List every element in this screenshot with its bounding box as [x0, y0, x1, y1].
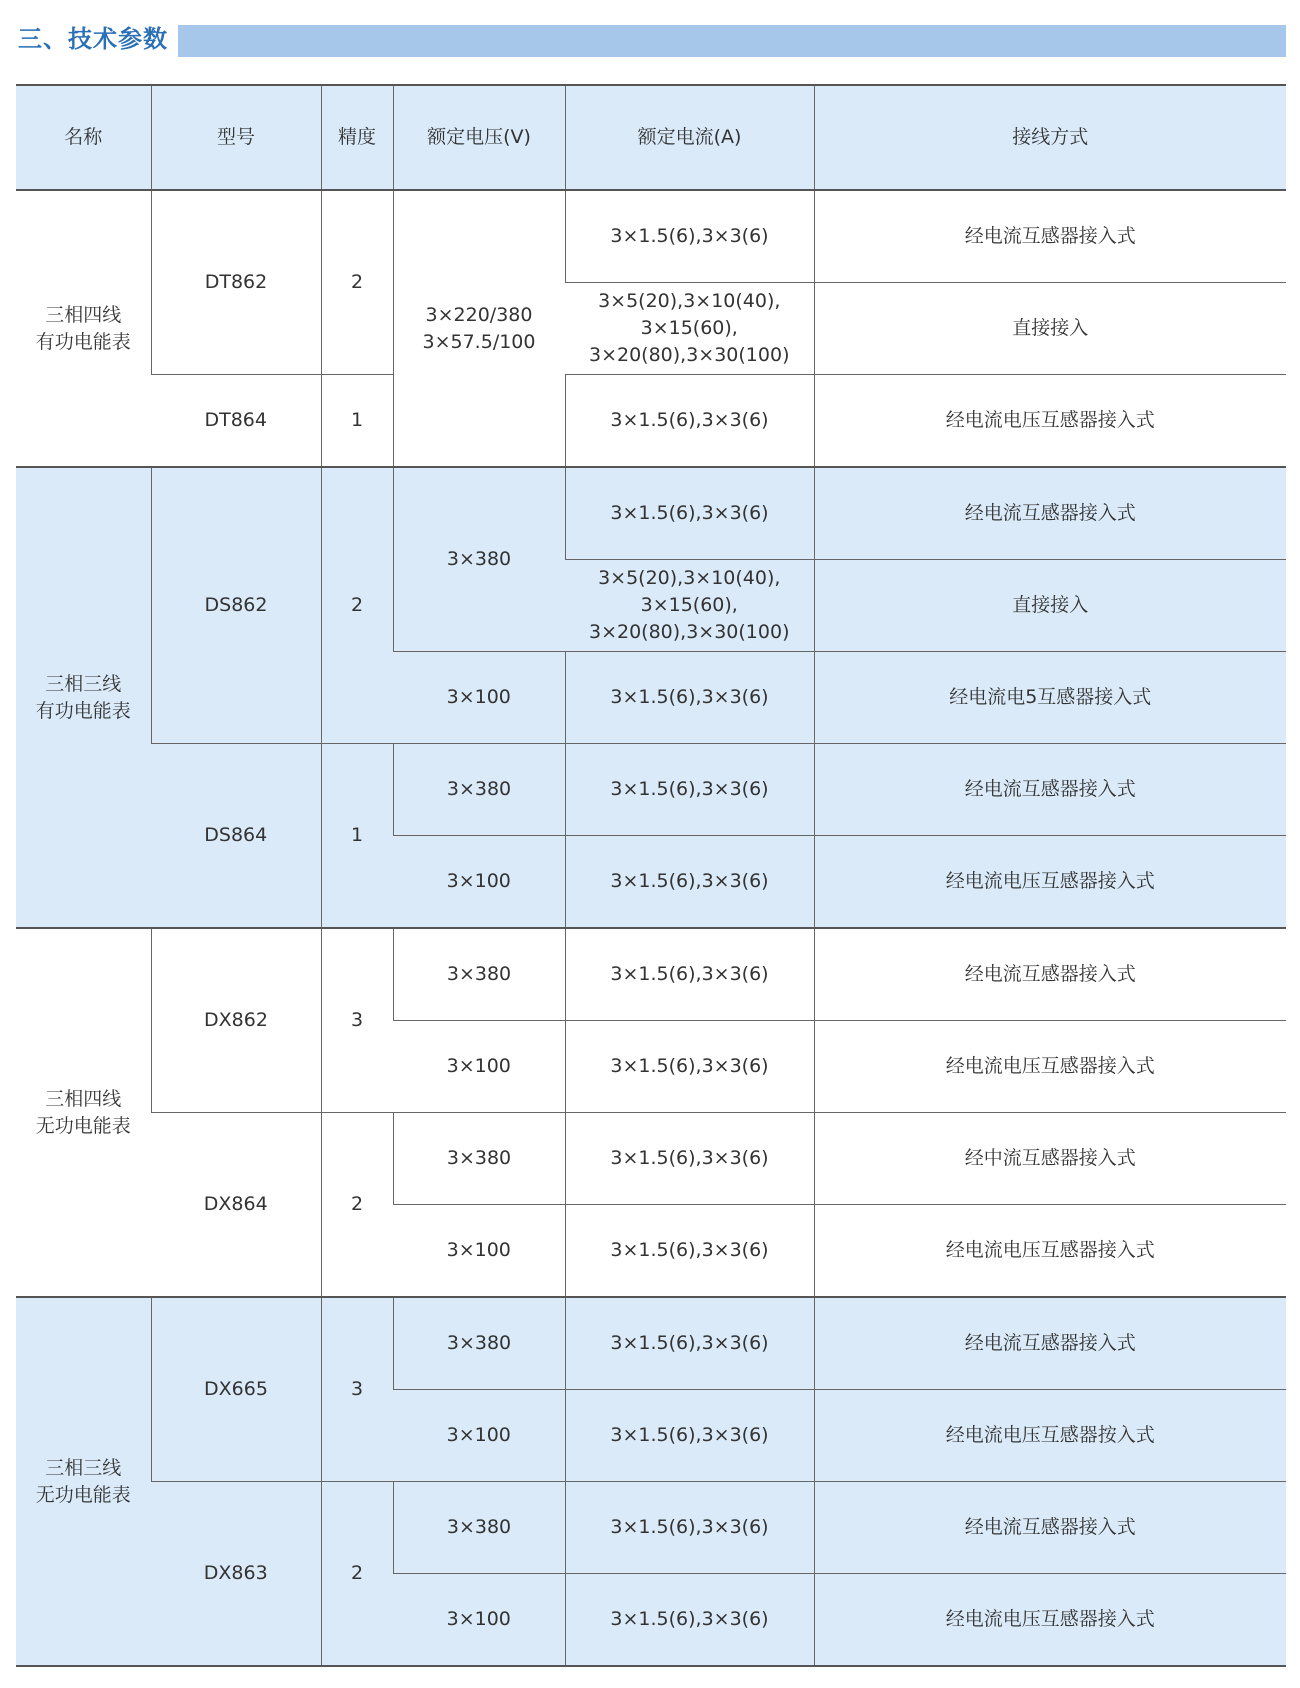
spec-table: [16, 84, 1286, 1667]
current-cell: 3×1.5(6),3×3(6): [565, 467, 814, 560]
meter-type-line: 三相三线: [45, 1456, 122, 1479]
accuracy-cell: 3: [321, 928, 393, 1113]
section-header: [18, 22, 1286, 56]
meter-group: [16, 467, 1286, 928]
wiring-cell: 经电流电压互感器接入式: [814, 375, 1286, 468]
voltage-cell: 3×100: [393, 1021, 565, 1113]
current-cell: 3×1.5(6),3×3(6): [565, 1297, 814, 1390]
header-name: 名称: [16, 85, 151, 190]
wiring-cell: 经电流电压互感器接入式: [814, 1205, 1286, 1298]
model-cell: DX863: [151, 1482, 321, 1667]
wiring-cell: 经电流电压互感器接入式: [814, 1021, 1286, 1113]
model-cell: DT864: [151, 375, 321, 468]
section-title-bar: [178, 25, 1286, 57]
voltage-cell: 3×380: [393, 1113, 565, 1205]
header-voltage: 额定电压(V): [393, 85, 565, 190]
section-title: 三、技术参数: [18, 25, 168, 53]
meter-type-line: 三相四线: [45, 303, 122, 326]
wiring-cell: 直接接入: [814, 283, 1286, 375]
wiring-cell: 经电流互感器接入式: [814, 928, 1286, 1021]
header-wiring: 接线方式: [814, 85, 1286, 190]
current-cell: 3×1.5(6),3×3(6): [565, 836, 814, 929]
current-cell: 3×1.5(6),3×3(6): [565, 1574, 814, 1667]
current-cell: 3×1.5(6),3×3(6): [565, 652, 814, 744]
wiring-cell: 经电流互感器接入式: [814, 467, 1286, 560]
wiring-cell: 经电流互感器接入式: [814, 1297, 1286, 1390]
accuracy-cell: 2: [321, 467, 393, 744]
current-cell: [565, 283, 814, 375]
model-cell: DX862: [151, 928, 321, 1113]
current-cell: 3×1.5(6),3×3(6): [565, 375, 814, 468]
meter-type-cell: [16, 190, 151, 467]
wiring-cell: 经中流互感器接入式: [814, 1113, 1286, 1205]
wiring-cell: 经电流互感器接入式: [814, 744, 1286, 836]
current-cell: 3×1.5(6),3×3(6): [565, 744, 814, 836]
current-cell: [565, 560, 814, 652]
current-line: 3×5(20),3×10(40),: [598, 290, 781, 312]
current-line: 3×15(60),: [640, 317, 738, 339]
voltage-cell: 3×100: [393, 1205, 565, 1298]
meter-type-line: 三相三线: [45, 672, 122, 695]
header-accuracy: 精度: [321, 85, 393, 190]
current-cell: 3×1.5(6),3×3(6): [565, 928, 814, 1021]
model-cell: DX864: [151, 1113, 321, 1298]
header-model: 型号: [151, 85, 321, 190]
model-cell: DS864: [151, 744, 321, 929]
current-line: 3×20(80),3×30(100): [588, 621, 790, 643]
accuracy-cell: 1: [321, 744, 393, 929]
model-cell: DT862: [151, 190, 321, 375]
table-row: [16, 1297, 1286, 1390]
current-cell: 3×1.5(6),3×3(6): [565, 1205, 814, 1298]
wiring-cell: 经电流互感器接入式: [814, 190, 1286, 283]
wiring-cell: 直接接入: [814, 560, 1286, 652]
current-cell: 3×1.5(6),3×3(6): [565, 1113, 814, 1205]
voltage-cell: 3×100: [393, 1390, 565, 1482]
meter-type-line: 有功电能表: [35, 699, 131, 722]
current-line: 3×5(20),3×10(40),: [598, 567, 781, 589]
current-cell: 3×1.5(6),3×3(6): [565, 1482, 814, 1574]
table-row: [16, 467, 1286, 560]
table-row: [16, 1482, 1286, 1574]
spec-table-header: [16, 85, 1286, 190]
voltage-cell: 3×100: [393, 836, 565, 929]
wiring-cell: 经电流电压互感器接入式: [814, 836, 1286, 929]
table-row: [16, 375, 1286, 468]
model-cell: DX665: [151, 1297, 321, 1482]
voltage-cell: 3×100: [393, 1574, 565, 1667]
current-cell: 3×1.5(6),3×3(6): [565, 1021, 814, 1113]
voltage-cell: 3×380: [393, 744, 565, 836]
current-cell: 3×1.5(6),3×3(6): [565, 1390, 814, 1482]
table-row: [16, 744, 1286, 836]
table-row: [16, 1113, 1286, 1205]
current-cell: 3×1.5(6),3×3(6): [565, 190, 814, 283]
voltage-cell: [393, 190, 565, 467]
accuracy-cell: 1: [321, 375, 393, 468]
voltage-cell: 3×380: [393, 467, 565, 652]
meter-type-cell: [16, 467, 151, 928]
wiring-cell: 经电流互感器接入式: [814, 1482, 1286, 1574]
table-row: [16, 928, 1286, 1021]
voltage-cell: 3×380: [393, 928, 565, 1021]
meter-type-cell: [16, 1297, 151, 1666]
meter-group: [16, 928, 1286, 1297]
accuracy-cell: 2: [321, 1113, 393, 1298]
voltage-cell: 3×380: [393, 1482, 565, 1574]
meter-type-line: 三相四线: [45, 1087, 122, 1110]
wiring-cell: 经电流电5互感器接入式: [814, 652, 1286, 744]
header-current: 额定电流(A): [565, 85, 814, 190]
accuracy-cell: 2: [321, 1482, 393, 1667]
meter-group: [16, 190, 1286, 467]
voltage-line: 3×220/380: [425, 303, 533, 326]
accuracy-cell: 3: [321, 1297, 393, 1482]
meter-type-line: 无功电能表: [35, 1114, 131, 1137]
header-row: [16, 85, 1286, 190]
wiring-cell: 经电流电压互感器按入式: [814, 1390, 1286, 1482]
voltage-line: 3×57.5/100: [422, 330, 536, 353]
meter-type-line: 有功电能表: [35, 330, 131, 353]
current-line: 3×15(60),: [640, 594, 738, 616]
wiring-cell: 经电流电压互感器接入式: [814, 1574, 1286, 1667]
meter-group: [16, 1297, 1286, 1666]
accuracy-cell: 2: [321, 190, 393, 375]
voltage-cell: 3×380: [393, 1297, 565, 1390]
current-line: 3×20(80),3×30(100): [588, 344, 790, 366]
meter-type-line: 无功电能表: [35, 1483, 131, 1506]
model-cell: DS862: [151, 467, 321, 744]
voltage-cell: 3×100: [393, 652, 565, 744]
meter-type-cell: [16, 928, 151, 1297]
table-row: [16, 190, 1286, 283]
